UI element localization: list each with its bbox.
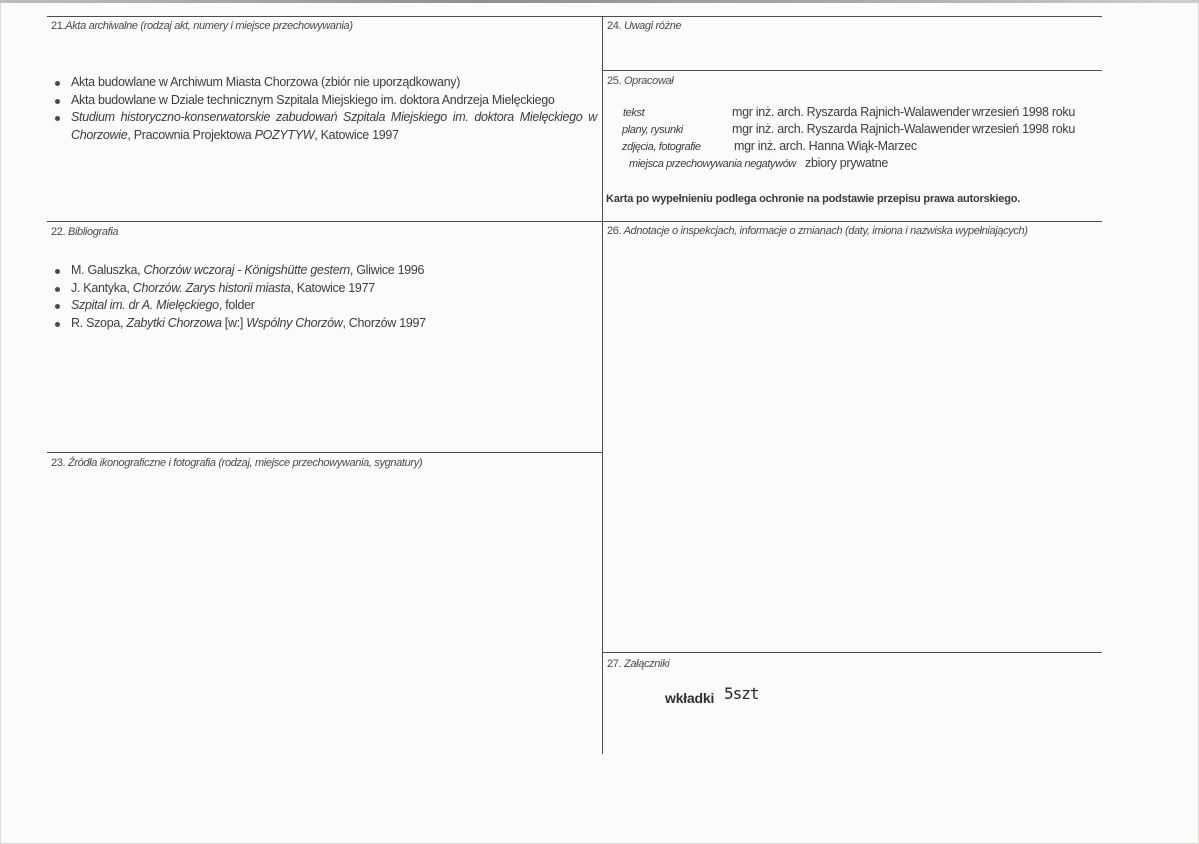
credit-label-photos: zdjęcia, fotografie <box>622 141 701 153</box>
section-22-number: 22. <box>51 226 66 238</box>
scan-top-edge <box>0 0 1199 3</box>
credit-label-plans: plany, rysunki <box>622 124 683 136</box>
section-21-list <box>51 74 597 144</box>
credit-date-plans: wrzesień 1998 roku <box>972 122 1075 136</box>
bib-author: R. Szopa, <box>71 315 127 330</box>
section-23-label: Źródła ikonograficzne i fotografia (rodzaj, miejsce przechowywania, sygnatury) <box>67 457 423 469</box>
divider-26-27 <box>602 652 1102 653</box>
section-25-number: 25. <box>607 75 622 87</box>
bib-title: Zabytki Chorzowa <box>126 315 222 330</box>
section-27-title <box>607 658 669 670</box>
bib-place-year: , Katowice 1977 <box>290 280 375 295</box>
list-item <box>51 315 597 333</box>
top-border-line <box>47 16 1102 17</box>
bib-title: Chorzów. Zarys historii miasta <box>132 280 291 295</box>
bib-note: [w:] <box>221 315 247 330</box>
section-23-number: 23. <box>51 457 66 469</box>
section-24-number: 24. <box>607 20 622 32</box>
section-22-label: Bibliografia <box>67 226 119 238</box>
bib-author: M. Galuszka, <box>71 263 144 277</box>
archive-item-text: , Pracownia Projektowa <box>127 127 255 142</box>
section-25-title <box>607 75 673 87</box>
divider-24-25 <box>602 70 1102 71</box>
section-25-label: Opracował <box>623 75 674 87</box>
bib-note: , folder <box>218 298 255 312</box>
attachments-handwritten: 5szt <box>724 684 759 703</box>
negatives-label: miejsca przechowywania negatywów <box>629 158 796 170</box>
credit-person-plans: mgr inż. arch. Ryszarda Rajnich-Walawender <box>732 122 970 136</box>
section-24-label: Uwagi różne <box>623 20 682 32</box>
bib-place-year: , Chorzów 1997 <box>342 315 426 330</box>
archive-item-text: , Katowice 1997 <box>314 127 399 142</box>
section-27-number: 27. <box>607 658 622 670</box>
negatives-value: zbiory prywatne <box>805 156 889 170</box>
credit-label-text: tekst <box>623 107 645 119</box>
archive-item-text: Akta budowlane w Dziale technicznym Szpitala Miejskiego im. doktora Andrzeja Mielęckiego <box>71 92 555 107</box>
credit-person-photos: mgr inż. arch. Hanna Wiąk-Marzec <box>734 139 917 153</box>
bib-title: Szpital im. dr A. Mielęckiego <box>71 298 219 312</box>
bib-author: J. Kantyka, <box>71 280 133 295</box>
list-item <box>51 109 597 144</box>
section-26-title <box>607 225 1028 237</box>
archive-item-publisher: POZYTYW <box>254 127 315 142</box>
list-item <box>51 297 597 315</box>
section-22-list <box>51 262 597 332</box>
credit-person-text: mgr inż. arch. Ryszarda Rajnich-Walawender <box>732 105 970 119</box>
divider-22-23 <box>47 452 602 453</box>
list-item <box>51 92 597 110</box>
list-item <box>51 74 597 92</box>
center-divider <box>602 16 603 754</box>
section-27-label: Załączniki <box>623 658 670 670</box>
section-22-title <box>51 226 118 238</box>
section-21-title <box>51 20 353 32</box>
credit-date-text: wrzesień 1998 roku <box>972 105 1075 119</box>
copyright-note: Karta po wypełnieniu podlega ochronie na podstawie przepisu prawa autorskiego. <box>606 193 1021 205</box>
section-26-number: 26. <box>607 225 622 237</box>
archive-item-title: Studium historyczno-konserwatorskie zabudowań Szpitala Miejskiego im. doktora Mielęckiego w Chorzowie <box>71 110 597 142</box>
bib-title: Chorzów wczoraj - Königshütte gestern <box>143 263 350 277</box>
divider-21-22-25-26 <box>47 221 1102 222</box>
section-23-title <box>51 457 422 469</box>
bib-source-title: Wspólny Chorzów <box>246 315 343 330</box>
list-item <box>51 280 597 298</box>
archive-item-text: Akta budowlane w Archiwum Miasta Chorzowa (zbiór nie uporządkowany) <box>71 75 461 89</box>
section-26-label: Adnotacje o inspekcjach, informacje o zmianach (daty, imiona i nazwiska wypełniających) <box>623 225 1028 237</box>
section-21-number: 21. <box>51 20 66 32</box>
bib-place-year: , Gliwice 1996 <box>349 263 425 277</box>
section-24-title <box>607 20 681 32</box>
section-21-label: Akta archiwalne (rodzaj akt, numery i miejsce przechowywania) <box>65 20 353 32</box>
list-item <box>51 262 597 280</box>
attachments-printed: wkładki <box>665 690 715 706</box>
